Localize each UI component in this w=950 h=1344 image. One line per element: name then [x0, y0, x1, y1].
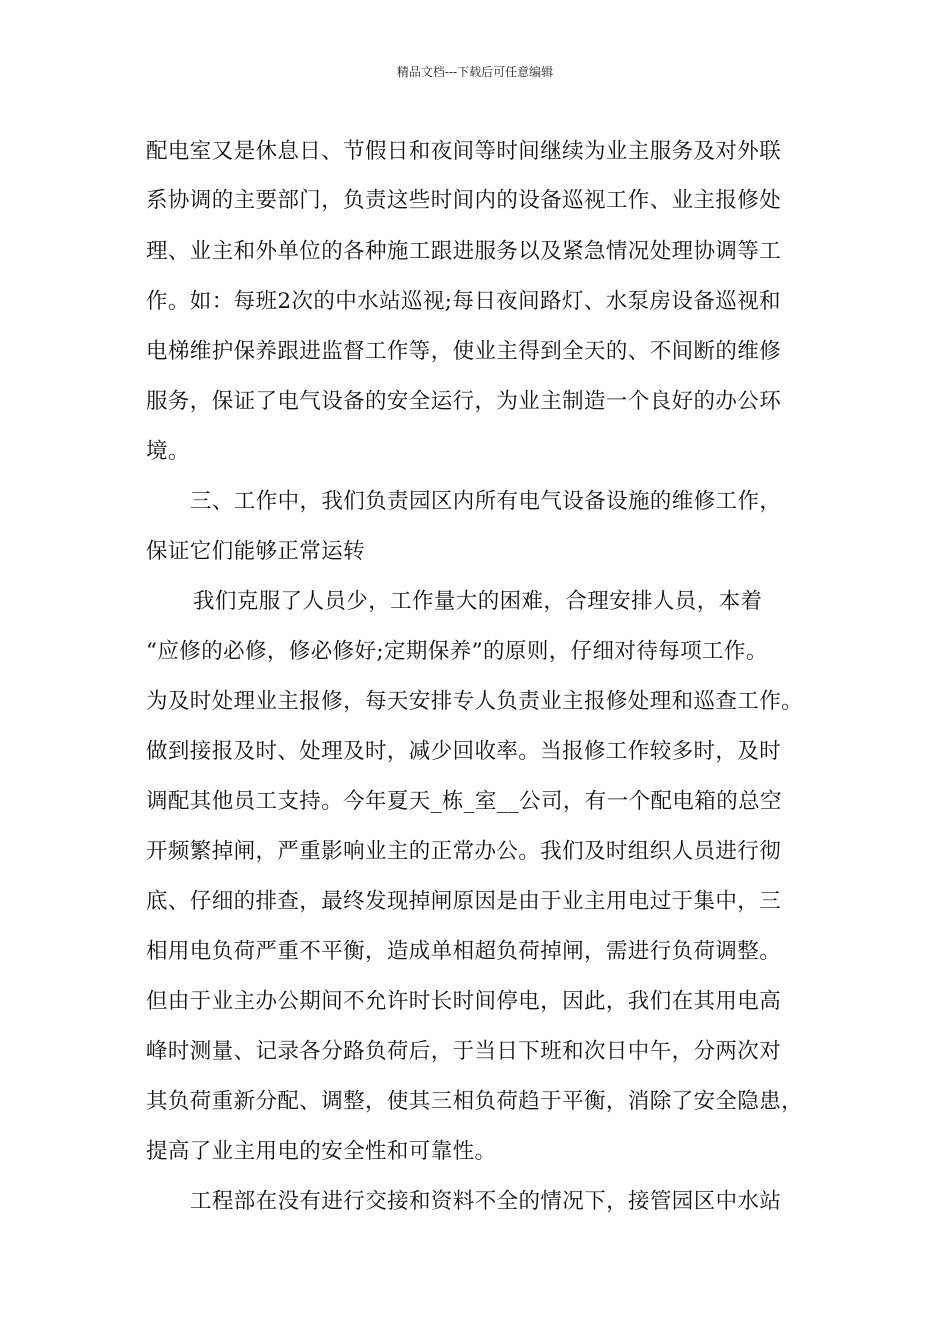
paragraph-1-line-6: 服务，保证了电气设备的安全运行，为业主制造一个良好的办公环 [146, 389, 782, 414]
paragraph-3-line-7: 底、仔细的排查，最终发现掉闸原因是由于业主用电过于集中，三 [146, 889, 782, 914]
paragraph-3-line-4: 做到接报及时、处理及时，减少回收率。当报修工作较多时，及时 [146, 739, 782, 764]
paragraph-1-line-5: 电梯维护保养跟进监督工作等，使业主得到全天的、不间断的维修 [146, 339, 782, 364]
paragraph-3-line-9: 但由于业主办公期间不允许时长时间停电，因此，我们在其用电高 [146, 989, 782, 1014]
paragraph-3-line-12: 提高了业主用电的安全性和可靠性。 [146, 1139, 497, 1164]
paragraph-1-line-4: 作。如：每班2次的中水站巡视;每日夜间路灯、水泵房设备巡视和 [146, 289, 781, 314]
paragraph-1-line-3: 理、业主和外单位的各种施工跟进服务以及紧急情况处理协调等工 [146, 239, 782, 264]
paragraph-3-line-8: 相用电负荷严重不平衡，造成单相超负荷掉闸，需进行负荷调整。 [146, 939, 782, 964]
paragraph-3-line-10: 峰时测量、记录各分路负荷后，于当日下班和次日中午，分两次对 [146, 1039, 782, 1064]
section-heading-line-1: 三、工作中，我们负责园区内所有电气设备设施的维修工作， [190, 489, 782, 514]
paragraph-3-line-3: 为及时处理业主报修，每天安排专人负责业主报修处理和巡查工作。 [146, 689, 804, 714]
paragraph-3-line-2: “应修的必修，修必修好;定期保养”的原则，仔细对待每项工作。 [146, 639, 768, 664]
page-header: 精品文档---下载后可任意编辑 [396, 65, 554, 79]
paragraph-1-line-1: 配电室又是休息日、节假日和夜间等时间继续为业主服务及对外联 [146, 139, 782, 164]
paragraph-1-line-2: 系协调的主要部门，负责这些时间内的设备巡视工作、业主报修处 [146, 188, 782, 213]
paragraph-3-line-11: 其负荷重新分配、调整，使其三相负荷趋于平衡，消除了安全隐患， [146, 1089, 804, 1114]
paragraph-3-line-5: 调配其他员工支持。今年夏天_栋_室__公司，有一个配电箱的总空 [146, 789, 782, 814]
paragraph-1-line-7: 境。 [146, 439, 190, 464]
section-heading-line-2: 保证它们能够正常运转 [146, 539, 366, 564]
paragraph-3-line-1: 我们克服了人员少，工作量大的困难，合理安排人员，本着 [193, 589, 763, 614]
paragraph-3-line-6: 开频繁掉闸，严重影响业主的正常办公。我们及时组织人员进行彻 [146, 839, 782, 864]
paragraph-4-line-1: 工程部在没有进行交接和资料不全的情况下，接管园区中水站 [190, 1189, 782, 1214]
